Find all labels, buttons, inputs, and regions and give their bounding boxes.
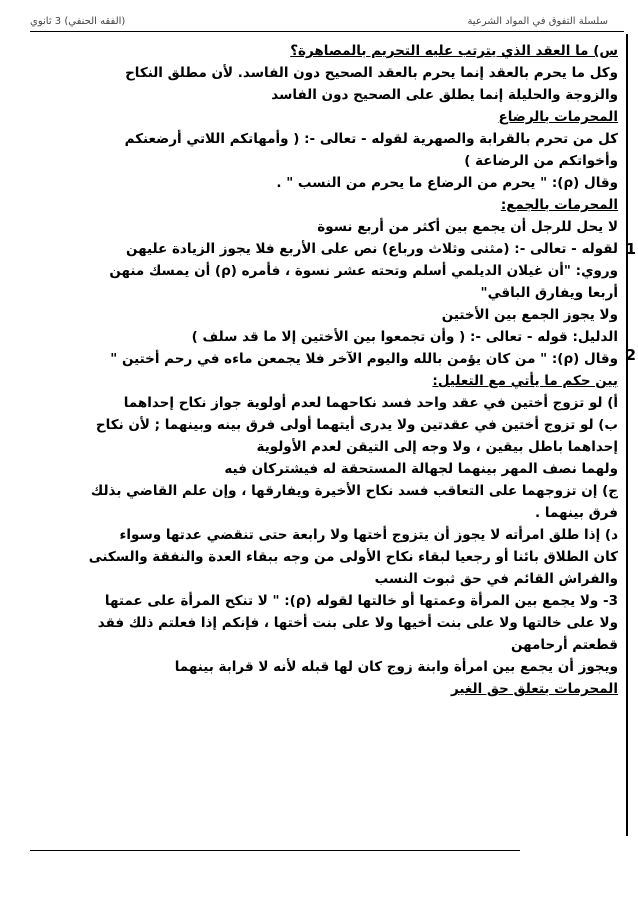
text-line: والفراش القائم في حق ثبوت النسب — [374, 571, 618, 587]
text-line: ولهما نصف المهر بينهما لجهالة المستحقة له فيشتركان فيه — [224, 461, 618, 477]
text-line: ولا على خالتها ولا على بنت أخيها ولا على بنت أختها ، فإنكم إذا فعلتم ذلك فقد — [97, 615, 618, 631]
text-line: المحرمات بالجمع: — [500, 197, 618, 213]
item-number-2: 2 — [625, 346, 636, 364]
text-line: الدليل: قوله - تعالى -: ( وأن تجمعوا بين الأختين إلا ما قد سلف ) — [191, 329, 618, 345]
text-line: ويجوز أن يجمع بين امرأة وابنة زوج كان لها قبله لأنه لا قرابة بينهما — [174, 659, 618, 675]
text-line: كل من تحرم بالقرابة والصهرية لقوله - تعالى -: ( وأمهاتكم اللاتي أرضعنكم — [124, 131, 618, 147]
page-header — [30, 16, 608, 30]
text-line: أربعا ويفارق الباقي" — [480, 285, 618, 301]
text-line: بين حكم ما يأتي مع التعليل: — [432, 373, 618, 389]
text-line: وروي: "أن غيلان الديلمي أسلم وتحته عشر نسوة ، فأمره (ρ) أن يمسك منهن — [109, 263, 618, 279]
subject-label: (الفقه الحنفي) 3 ثانوي — [30, 16, 126, 27]
text-line: س) ما العقد الذي يترتب عليه التحريم بالمصاهرة؟ — [290, 43, 618, 59]
text-line: إحداهما باطل بيقين ، ولا وجه إلى التيقن لعدم الأولوية — [256, 439, 618, 455]
text-line: أ) لو تزوج أختين في عقد واحد فسد نكاحهما لعدم أولوية جواز نكاح إحداهما — [123, 395, 618, 411]
series-title: سلسلة التفوق في المواد الشرعية — [467, 16, 608, 27]
text-line: المحرمات بالرضاع — [498, 109, 618, 125]
text-line: ب) لو تزوج أختين في عقدتين ولا يدرى أيتهما أولى فرق بينه وبينهما ; لأن نكاح — [95, 417, 618, 433]
text-line: وكل ما يحرم بالعقد إنما يحرم بالعقد الصحيح دون الفاسد. لأن مطلق النكاح — [125, 65, 618, 81]
text-line: د) إذا طلق امرأته لا يجوز أن يتزوج أختها ولا رابعة حتى تنقضي عدتها وسواء — [119, 527, 618, 543]
text-line: فرق بينهما . — [535, 505, 618, 521]
document-body — [16, 40, 618, 700]
text-line: لا يحل للرجل أن يجمع بين أكثر من أربع نسوة — [317, 219, 618, 235]
item-number-1: 1 — [625, 240, 636, 258]
text-line: وقال (ρ): " يحرم من الرضاع ما يحرم من النسب " . — [276, 175, 618, 191]
text-line: كان الطلاق بائنا أو رجعيا لبقاء نكاح الأولى من وجه ببقاء العدة والنفقة والسكنى — [88, 549, 618, 565]
header-rule — [30, 31, 624, 32]
text-line: وأخواتكم من الرضاعة ) — [464, 153, 618, 169]
text-line: ولا يجوز الجمع بين الأختين — [441, 307, 618, 323]
text-line: وقال (ρ): " من كان يؤمن بالله واليوم الآخر فلا يجمعن ماءه في رحم أختين " — [110, 351, 618, 367]
text-line: لقوله - تعالى -: (مثنى وثلاث ورباع) نص على الأربع فلا يجوز الزيادة عليهن — [125, 241, 618, 257]
text-line: ج) إن تزوجهما على التعاقب فسد نكاح الأخيرة ويفارقها ، وإن علم القاضي بذلك — [90, 483, 618, 499]
text-line: المحرمات بتعلق حق الغير — [451, 681, 618, 697]
footer-rule — [30, 850, 520, 851]
text-line: والزوجة والحليلة إنما يطلق على الصحيح دون الفاسد — [271, 87, 618, 103]
text-line: قطعتم أرحامهن — [510, 637, 618, 653]
text-line: 3- ولا يجمع بين المرأة وعمتها أو خالتها لقوله (ρ): " لا تنكح المرأة على عمتها — [104, 593, 618, 609]
